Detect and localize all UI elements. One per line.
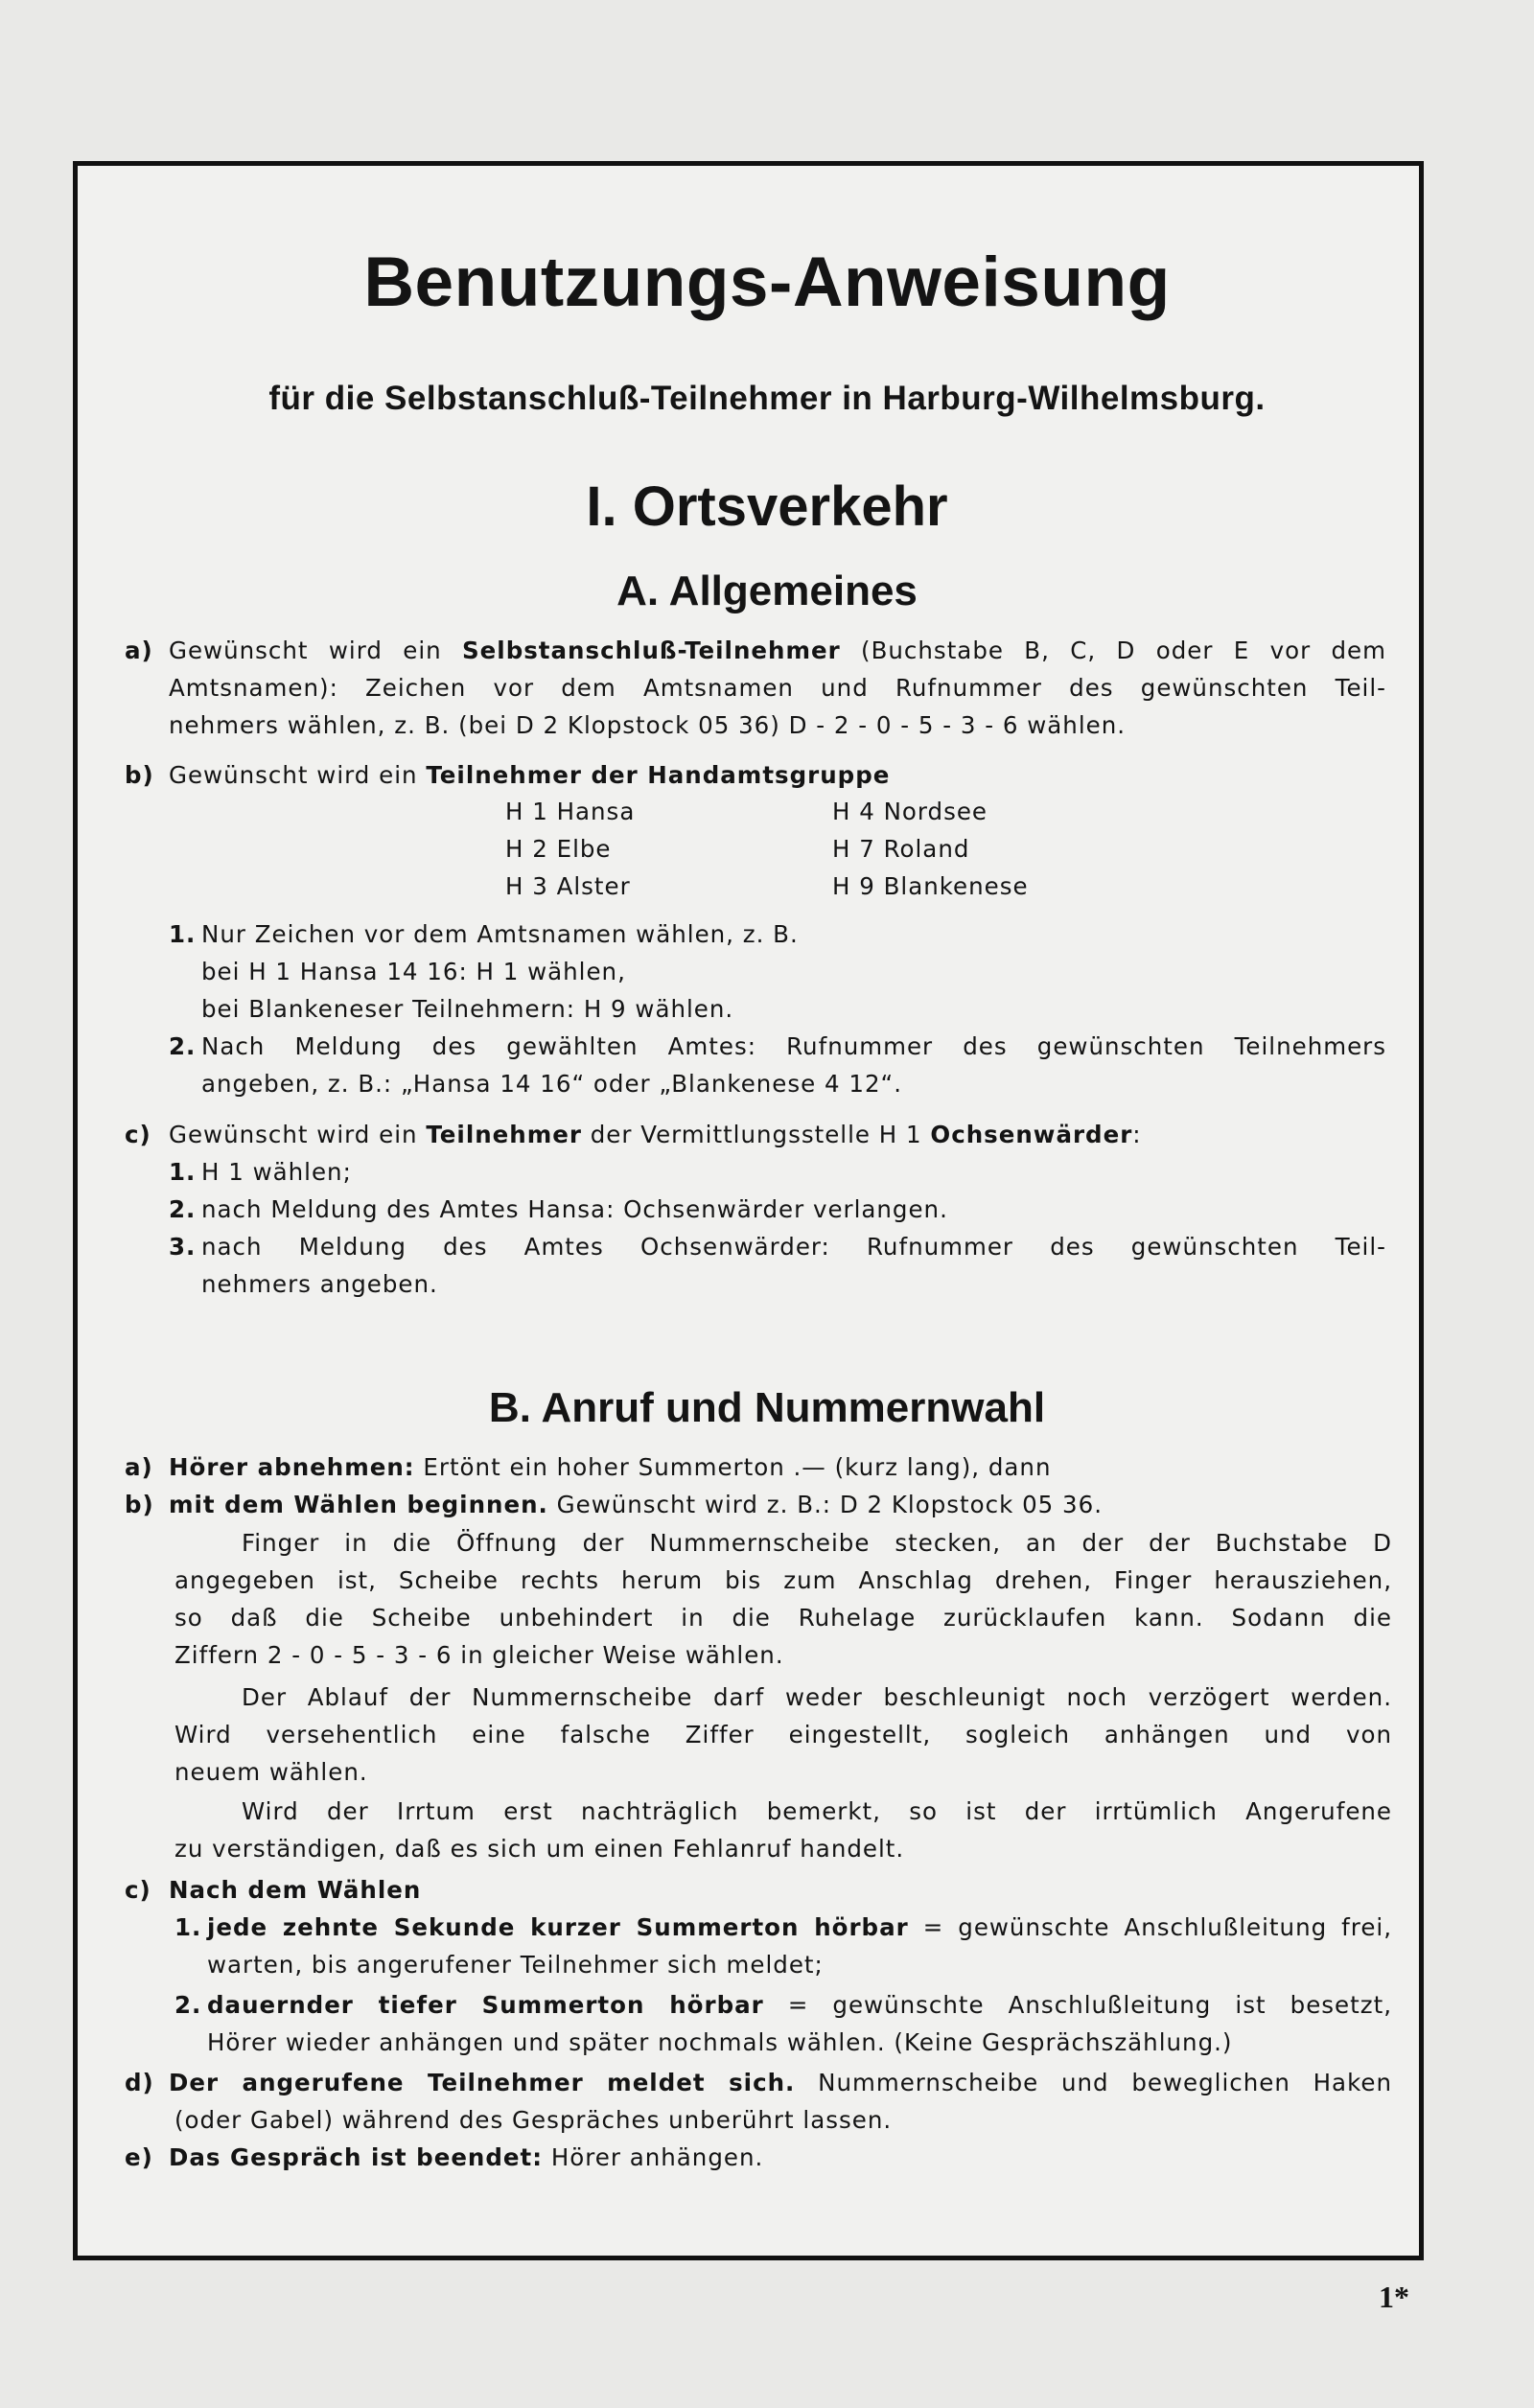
- text: (Buchstabe B, C, D oder E vor dem: [840, 637, 1386, 664]
- c-step-2-line-1: [174, 1992, 1392, 2019]
- text: Hörer anhängen.: [543, 2143, 764, 2171]
- bold-term: jede zehnte Sekunde kurzer Summerton hörbar: [207, 1913, 909, 1941]
- step-2-line-1: [169, 1033, 1386, 1060]
- bold-term: Der angerufene Teilnehmer meldet sich.: [169, 2069, 796, 2096]
- step-2-line-2: angeben, z. B.: „Hansa 14 16“ oder „Blankenese 4 12“.: [201, 1070, 903, 1098]
- item-e-line: [125, 2144, 763, 2171]
- item-a-line-1: [125, 637, 1386, 664]
- bold-term: mit dem Wählen beginnen.: [169, 1491, 548, 1518]
- item-c-line-1: [125, 1122, 1142, 1148]
- bold-term: Das Gespräch ist beendet:: [169, 2143, 544, 2171]
- paragraph-3-line-1: Wird der Irrtum erst nachträglich bemerkt, so ist der irrtümlich Angerufene: [242, 1797, 1392, 1825]
- c-step-2-line-2: Hörer wieder anhängen und später nochmals wählen. (Keine Gesprächszählung.): [207, 2028, 1233, 2056]
- exchange-list-item: H 1 Hansa: [505, 798, 636, 825]
- item-d-line-2: (oder Gabel) während des Gespräches unberührt lassen.: [174, 2106, 893, 2134]
- exchange-list-item: H 3 Alster: [505, 872, 631, 900]
- text: der Vermittlungsstelle H 1: [581, 1121, 931, 1148]
- exchange-list-item: H 9 Blankenese: [832, 872, 1029, 900]
- text: Ertönt ein hoher Summerton .— (kurz lang), dann: [414, 1453, 1052, 1481]
- text: nach Meldung des Amtes Hansa: Ochsenwärder verlangen.: [201, 1195, 948, 1223]
- item-a-line: [125, 1454, 1051, 1481]
- section-a-heading: A. Allgemeines: [616, 567, 918, 614]
- item-marker: a): [125, 637, 153, 664]
- c-step-1-line-1: [174, 1914, 1392, 1941]
- bold-term: Teilnehmer der Handamtsgruppe: [426, 761, 891, 789]
- section-b-heading: B. Anruf und Nummernwahl: [488, 1384, 1046, 1431]
- text: Gewünscht wird ein: [169, 637, 463, 664]
- item-marker: c): [125, 1121, 151, 1148]
- exchange-list-item: H 4 Nordsee: [832, 798, 988, 825]
- step-1: [169, 1159, 352, 1186]
- text: Nummernscheibe und beweglichen Haken: [795, 2069, 1392, 2096]
- step-number: 3.: [169, 1233, 197, 1261]
- item-marker: d): [125, 2069, 154, 2096]
- item-c-line: [125, 1877, 421, 1904]
- text: = gewünschte Anschlußleitung frei,: [908, 1913, 1392, 1941]
- exchange-list-item: H 7 Roland: [832, 835, 970, 863]
- bold-term: dauernder tiefer Summerton hörbar: [207, 1991, 764, 2019]
- paragraph-2-line-1: Der Ablauf der Nummernscheibe darf weder beschleunigt noch verzögert werden.: [242, 1683, 1392, 1711]
- bold-term: Ochsenwärder: [930, 1121, 1133, 1148]
- bold-term: Nach dem Wählen: [169, 1876, 422, 1904]
- text: Nach Meldung des gewählten Amtes: Rufnummer des gewünschten Teilnehmers: [201, 1032, 1386, 1060]
- step-number: 1.: [169, 1158, 197, 1186]
- step-number: 1.: [174, 1913, 202, 1941]
- item-marker: b): [125, 761, 154, 789]
- page-number: 1*: [1379, 2280, 1409, 2314]
- paragraph-2-line-3: neuem wählen.: [174, 1758, 368, 1786]
- step-number: 2.: [169, 1032, 197, 1060]
- bold-term: Teilnehmer: [426, 1121, 582, 1148]
- item-marker: c): [125, 1876, 151, 1904]
- paragraph-1-line-4: Ziffern 2 - 0 - 5 - 3 - 6 in gleicher Weise wählen.: [174, 1641, 784, 1669]
- step-1-line-2: bei H 1 Hansa 14 16: H 1 wählen,: [201, 958, 626, 985]
- step-3-line-2: nehmers angeben.: [201, 1270, 438, 1298]
- bold-term: Selbstanschluß-Teilnehmer: [462, 637, 841, 664]
- text: Gewünscht wird z. B.: D 2 Klopstock 05 36.: [547, 1491, 1104, 1518]
- paragraph-3-line-2: zu verständigen, daß es sich um einen Fehlanruf handelt.: [174, 1835, 905, 1863]
- step-3-line-1: [169, 1234, 1386, 1261]
- text: Nur Zeichen vor dem Amtsnamen wählen, z. B.: [201, 920, 799, 948]
- exchange-list-item: H 2 Elbe: [505, 835, 612, 863]
- step-number: 2.: [169, 1195, 197, 1223]
- step-1-line-1: [169, 921, 799, 948]
- c-step-1-line-2: warten, bis angerufener Teilnehmer sich meldet;: [207, 1951, 824, 1979]
- step-1-line-3: bei Blankeneser Teilnehmern: H 9 wählen.: [201, 995, 734, 1023]
- text: Gewünscht wird ein: [169, 1121, 427, 1148]
- item-a-line-2: Amtsnamen): Zeichen vor dem Amtsnamen und Rufnummer des gewünschten Teil-: [169, 674, 1386, 702]
- item-marker: b): [125, 1491, 154, 1518]
- part-heading: I. Ortsverkehr: [586, 475, 948, 538]
- item-d-line-1: [125, 2070, 1392, 2096]
- paragraph-2-line-2: Wird versehentlich eine falsche Ziffer eingestellt, sogleich anhängen und von: [174, 1721, 1392, 1748]
- paragraph-1-line-1: Finger in die Öffnung der Nummernscheibe stecken, an der der Buchstabe D: [242, 1529, 1392, 1557]
- item-a-line-3: nehmers wählen, z. B. (bei D 2 Klopstock 05 36) D - 2 - 0 - 5 - 3 - 6 wählen.: [169, 711, 1127, 739]
- paragraph-1-line-2: angegeben ist, Scheibe rechts herum bis zum Anschlag drehen, Finger herausziehen,: [174, 1566, 1392, 1594]
- item-marker: e): [125, 2143, 153, 2171]
- text: :: [1132, 1121, 1142, 1148]
- item-marker: a): [125, 1453, 153, 1481]
- text: Gewünscht wird ein: [169, 761, 427, 789]
- document-title: Benutzungs-Anweisung: [363, 243, 1171, 321]
- document-subtitle: für die Selbstanschluß-Teilnehmer in Harburg-Wilhelmsburg.: [268, 380, 1266, 417]
- item-b-line: [125, 1492, 1103, 1518]
- step-number: 2.: [174, 1991, 202, 2019]
- step-2: [169, 1196, 948, 1223]
- paragraph-1-line-3: so daß die Scheibe unbehindert in die Ruhelage zurücklaufen kann. Sodann die: [174, 1604, 1392, 1632]
- bold-term: Hörer abnehmen:: [169, 1453, 415, 1481]
- item-b-line-1: [125, 762, 890, 789]
- text: = gewünschte Anschlußleitung ist besetzt,: [763, 1991, 1392, 2019]
- text: nach Meldung des Amtes Ochsenwärder: Rufnummer des gewünschten Teil-: [201, 1233, 1386, 1261]
- step-number: 1.: [169, 920, 197, 948]
- text: H 1 wählen;: [201, 1158, 352, 1186]
